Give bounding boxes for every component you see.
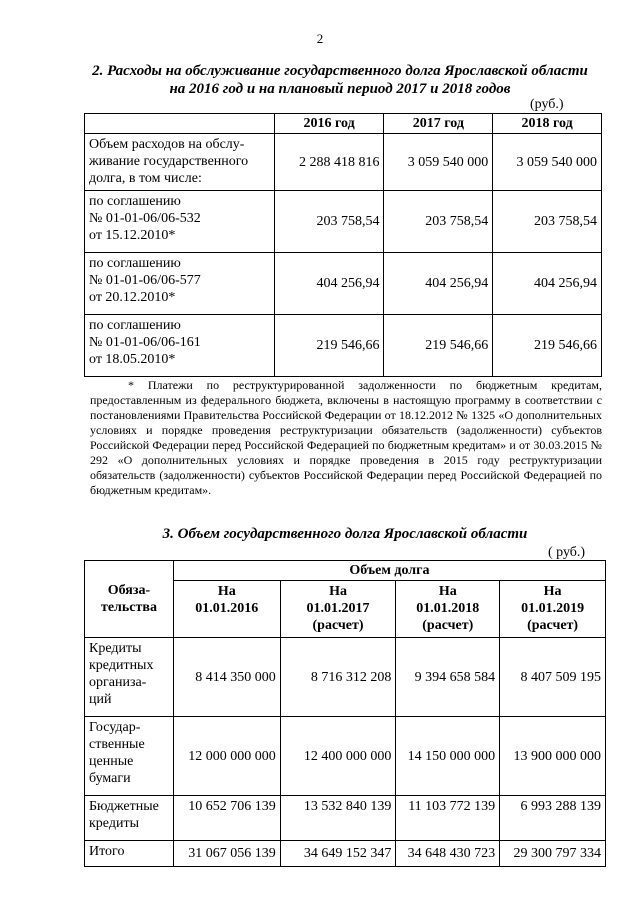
cell-value: 8 407 509 195 [500,638,606,717]
table-header-row [85,561,606,581]
header-2018: 2018 год [493,114,602,134]
date-header: На 01.01.2019 (расчет) [500,581,606,638]
cell-value: 11 103 772 139 [396,796,500,841]
row-label: по соглашению № 01-01-06/06-532 от 15.12.2010* [85,191,275,253]
row-label: по соглашению № 01-01-06/06-577 от 20.12.2010* [85,253,275,315]
table-row [85,134,602,191]
header-2016: 2016 год [274,114,384,134]
table-row [85,717,606,796]
date-header: На 01.01.2017 (расчет) [280,581,396,638]
cell-value: 219 546,66 [384,315,493,377]
cell-value: 29 300 797 334 [500,841,606,867]
header-empty [85,114,275,134]
cell-value: 14 150 000 000 [396,717,500,796]
cell-value: 203 758,54 [384,191,493,253]
debt-volume-table [84,560,606,867]
cell-value: 219 546,66 [493,315,602,377]
table-row [85,253,602,315]
cell-value: 34 648 430 723 [396,841,500,867]
cell-value: 219 546,66 [274,315,384,377]
cell-value: 10 652 706 139 [173,796,280,841]
cell-value: 203 758,54 [274,191,384,253]
row-label: Кредиты кредитных организа- ций [85,638,174,717]
cell-value: 12 000 000 000 [173,717,280,796]
section3-title: 3. Объем государственного долга Ярославской области [162,526,528,542]
row-label: по соглашению № 01-01-06/06-161 от 18.05.2010* [85,315,275,377]
date-header: На 01.01.2016 [173,581,280,638]
cell-value: 34 649 152 347 [280,841,396,867]
table-row [85,796,606,841]
cell-value: 8 414 350 000 [173,638,280,717]
cell-value: 6 993 288 139 [500,796,606,841]
row-label: Объем расходов на обслу- живание государственного долга, в том числе: [85,134,275,191]
cell-value: 2 288 418 816 [274,134,384,191]
row-label: Государ- ственные ценные бумаги [85,717,174,796]
page-number: 2 [316,31,324,46]
cell-value: 13 532 840 139 [280,796,396,841]
table-header-row [85,114,602,134]
table-row [85,638,606,717]
obligations-header: Обяза- тельства [85,561,174,638]
cell-value: 404 256,94 [274,253,384,315]
header-2017: 2017 год [384,114,493,134]
row-label: Итого [85,841,174,867]
cell-value: 3 059 540 000 [493,134,602,191]
cell-value: 404 256,94 [384,253,493,315]
table-row [85,191,602,253]
cell-value: 404 256,94 [493,253,602,315]
footnote: * Платежи по реструктурированной задолженности по бюджетным кредитам, предоставленным из федерального бюджета, включены в настоящую программу в соответствии с постановлениями Правительства Российской Федерации от 18.12.2012 № 1325 «О дополнительных условиях и порядке проведения реструктуризации обязательств (задолженности) субъектов Российской Федерации перед Российской Федерацией по бюджетным кредитам» и от 30.03.2015 № 292 «О дополнительных условиях и порядке проведения в 2015 году реструктуризации обязательств (задолженности) субъектов Российской Федерации перед Российской Федерацией по бюджетным кредитам». [90,378,602,497]
debt-service-table [84,113,602,377]
row-label: Бюджетные кредиты [85,796,174,841]
cell-value: 12 400 000 000 [280,717,396,796]
cell-value: 3 059 540 000 [384,134,493,191]
date-header: На 01.01.2018 (расчет) [396,581,500,638]
cell-value: 13 900 000 000 [500,717,606,796]
cell-value: 203 758,54 [493,191,602,253]
section2-unit: (руб.) [530,97,564,112]
table-row [85,315,602,377]
section3-unit: ( руб.) [548,545,586,560]
cell-value: 8 716 312 208 [280,638,396,717]
cell-value: 31 067 056 139 [173,841,280,867]
cell-value: 9 394 658 584 [396,638,500,717]
section2-title: 2. Расходы на обслуживание государственного долга Ярославской области на 2016 год и на плановый период 2017 и 2018 годов [92,63,588,97]
debt-volume-header: Объем долга [173,561,605,581]
table-row [85,841,606,867]
